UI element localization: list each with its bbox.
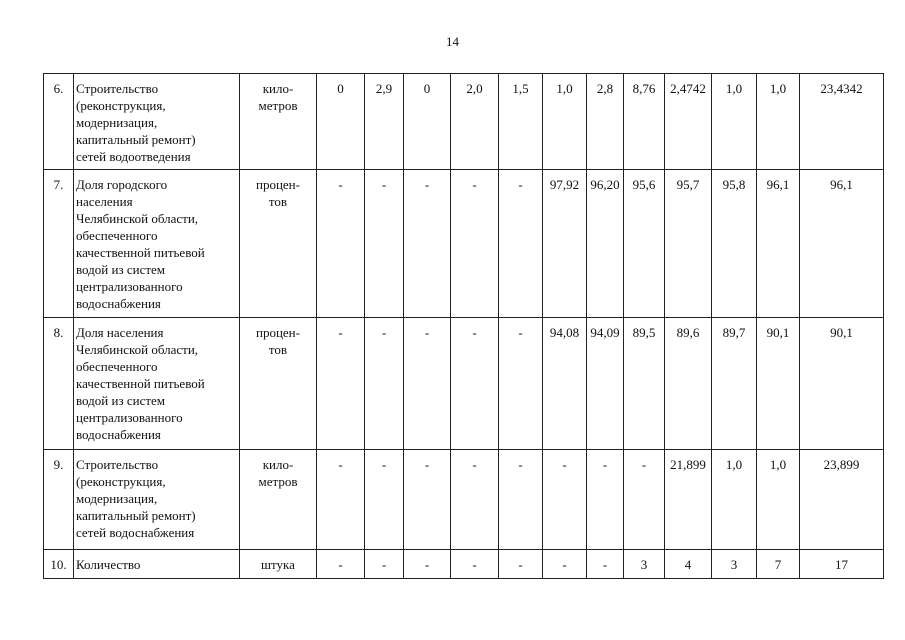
value-cell: 90,1 [757, 318, 800, 450]
value-cell: - [317, 550, 365, 579]
value-cell: - [404, 318, 451, 450]
value-cell: - [404, 550, 451, 579]
unit-cell [240, 170, 317, 318]
unit-cell [240, 318, 317, 450]
value-cell: 4 [665, 550, 712, 579]
unit-cell [240, 74, 317, 170]
unit-cell [240, 450, 317, 550]
value-cell: - [543, 550, 587, 579]
value-cell: 7 [757, 550, 800, 579]
table-row [44, 170, 884, 318]
value-cell: 1,0 [757, 450, 800, 550]
value-cell: - [317, 450, 365, 550]
page-number: 14 [446, 34, 459, 49]
value-cell: - [499, 170, 543, 318]
value-cell: - [451, 450, 499, 550]
value-cell: - [451, 170, 499, 318]
value-cell: - [365, 550, 404, 579]
unit-text: кило- метров [258, 457, 298, 489]
value-cell: 17 [800, 550, 884, 579]
indicators-table [43, 73, 884, 579]
value-cell: 95,8 [712, 170, 757, 318]
indicator-name-text: Доля населения Челябинской области, обеспеченного качественной питьевой водой из систем централизованного водоснабжения [76, 325, 205, 442]
value-cell: 89,6 [665, 318, 712, 450]
row-number: 7. [44, 170, 74, 318]
value-cell: - [499, 450, 543, 550]
value-cell: 89,7 [712, 318, 757, 450]
table-row [44, 550, 884, 579]
value-cell: 2,8 [587, 74, 624, 170]
value-cell: 1,0 [543, 74, 587, 170]
unit-cell [240, 550, 317, 579]
value-cell: 2,4742 [665, 74, 712, 170]
value-cell: - [587, 450, 624, 550]
table-row [44, 318, 884, 450]
value-cell: 94,09 [587, 318, 624, 450]
value-cell: 3 [624, 550, 665, 579]
row-number: 9. [44, 450, 74, 550]
value-cell: 95,6 [624, 170, 665, 318]
unit-text: штука [261, 557, 295, 572]
value-cell: - [499, 550, 543, 579]
row-number: 8. [44, 318, 74, 450]
indicator-name [74, 550, 240, 579]
value-cell: 89,5 [624, 318, 665, 450]
indicator-name-text: Количество [76, 557, 141, 572]
value-cell: 1,0 [712, 74, 757, 170]
unit-text: кило- метров [258, 81, 298, 113]
indicator-name-text: Строительство (реконструкция, модернизация, капитальный ремонт) сетей водоснабжения [76, 457, 196, 540]
value-cell: - [365, 450, 404, 550]
value-cell: 3 [712, 550, 757, 579]
value-cell: - [499, 318, 543, 450]
value-cell: - [404, 170, 451, 318]
indicator-name [74, 74, 240, 170]
value-cell: 1,0 [757, 74, 800, 170]
unit-text: процен- тов [256, 325, 300, 357]
value-cell: 1,5 [499, 74, 543, 170]
value-cell: - [543, 450, 587, 550]
value-cell: 96,20 [587, 170, 624, 318]
row-number: 6. [44, 74, 74, 170]
value-cell: 1,0 [712, 450, 757, 550]
value-cell: 95,7 [665, 170, 712, 318]
table-row [44, 74, 884, 170]
value-cell: - [317, 170, 365, 318]
value-cell: 94,08 [543, 318, 587, 450]
unit-text: процен- тов [256, 177, 300, 209]
value-cell: 2,0 [451, 74, 499, 170]
indicator-name [74, 170, 240, 318]
value-cell: 23,4342 [800, 74, 884, 170]
value-cell: - [404, 450, 451, 550]
table-row [44, 450, 884, 550]
value-cell: - [365, 170, 404, 318]
value-cell: - [451, 550, 499, 579]
value-cell: 96,1 [757, 170, 800, 318]
indicator-name-text: Строительство (реконструкция, модернизация, капитальный ремонт) сетей водоотведения [76, 81, 196, 164]
value-cell: - [587, 550, 624, 579]
indicator-name [74, 450, 240, 550]
indicator-name [74, 318, 240, 450]
value-cell: 21,899 [665, 450, 712, 550]
value-cell: 90,1 [800, 318, 884, 450]
value-cell: 0 [317, 74, 365, 170]
indicator-name-text: Доля городского населения Челябинской области, обеспеченного качественной питьевой водой из систем централизованного водоснабжения [76, 177, 205, 311]
value-cell: 2,9 [365, 74, 404, 170]
value-cell: - [451, 318, 499, 450]
value-cell: 23,899 [800, 450, 884, 550]
row-number: 10. [44, 550, 74, 579]
value-cell: 96,1 [800, 170, 884, 318]
value-cell: 97,92 [543, 170, 587, 318]
value-cell: - [365, 318, 404, 450]
value-cell: 0 [404, 74, 451, 170]
value-cell: - [317, 318, 365, 450]
value-cell: - [624, 450, 665, 550]
value-cell: 8,76 [624, 74, 665, 170]
